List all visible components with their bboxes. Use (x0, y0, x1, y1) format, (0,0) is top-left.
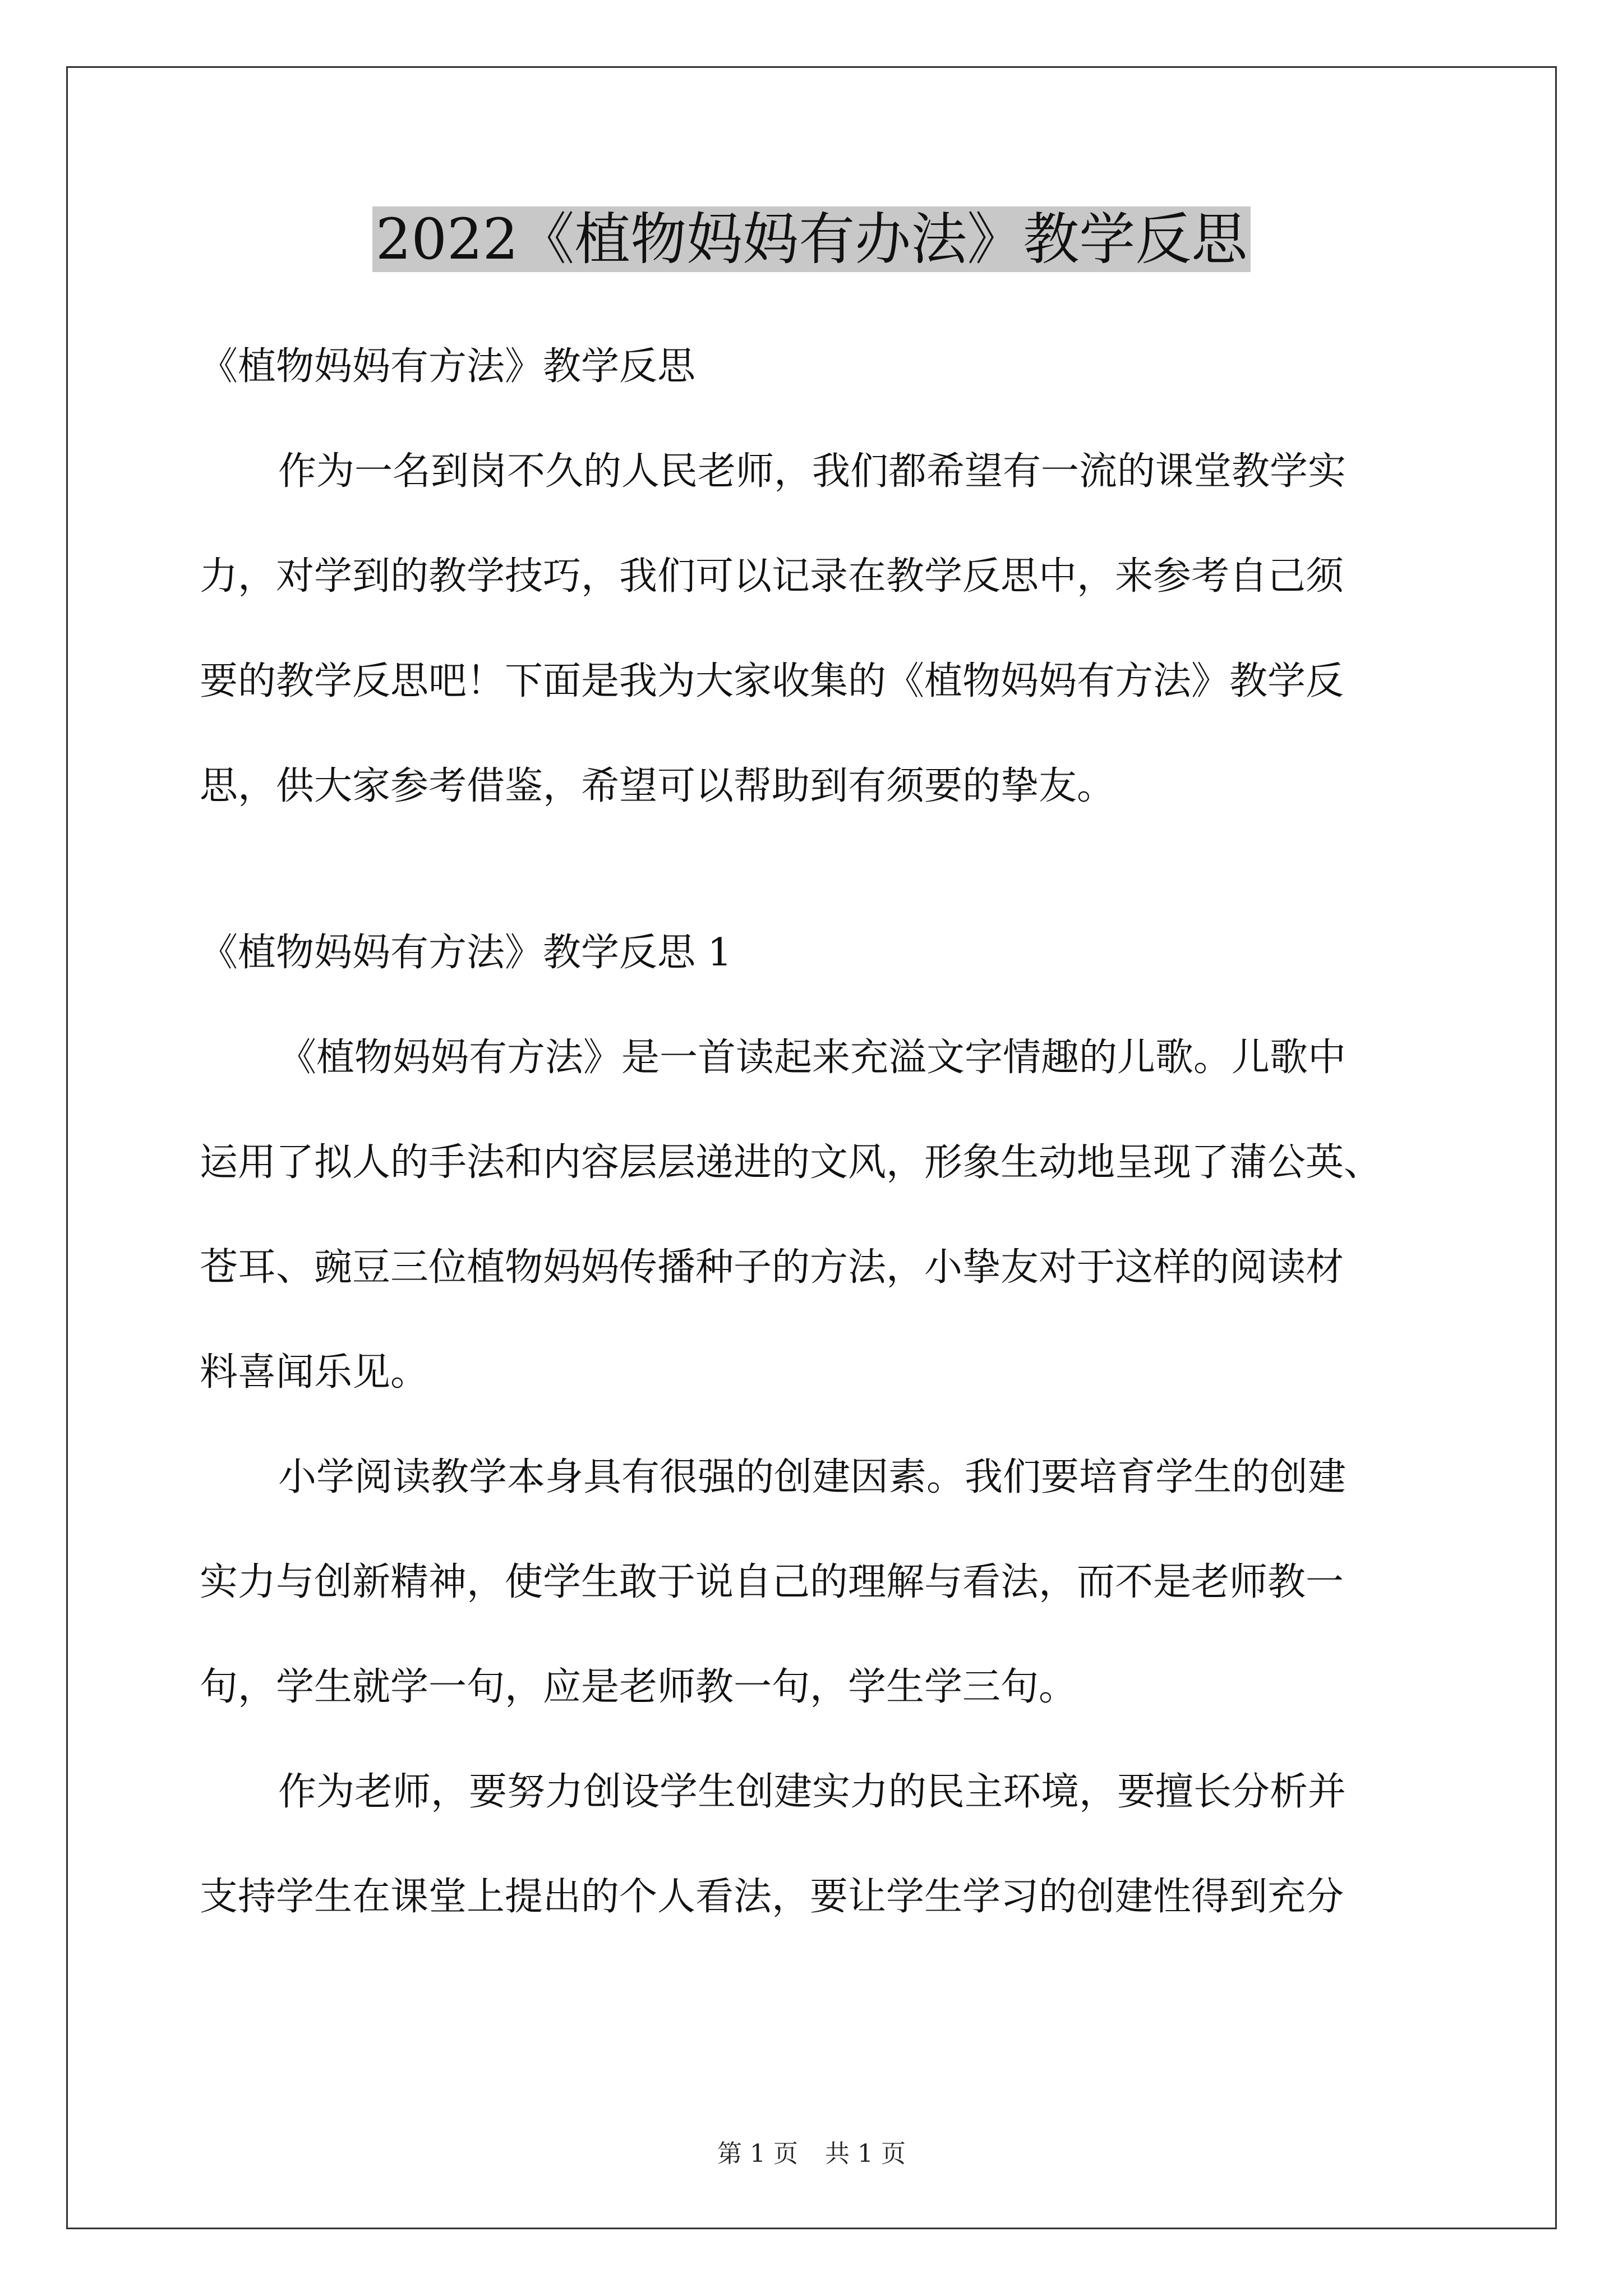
document-title (0, 203, 1623, 276)
paragraph-2-line: 实力与创新精神，使学生敢于说自己的理解与看法，而不是老师教一 (200, 1560, 1344, 1604)
intro-line: 力，对学到的教学技巧，我们可以记录在教学反思中，来参考自己须 (200, 554, 1344, 599)
paragraph-1-line: 运用了拟人的手法和内容层层递进的文风，形象生动地呈现了蒲公英、 (200, 1140, 1382, 1185)
paragraph-1-line: 《植物妈妈有方法》是一首读起来充溢文字情趣的儿歌。儿歌中 (278, 1036, 1347, 1080)
spacer (200, 839, 1467, 900)
paragraph-3-line: 支持学生在课堂上提出的个人看法，要让学生学习的创建性得到充分 (200, 1875, 1344, 1919)
document-body (200, 314, 1467, 1949)
paragraph-1-line: 料喜闻乐见。 (200, 1350, 429, 1395)
section-heading: 《植物妈妈有方法》教学反思 (200, 344, 696, 389)
paragraph-1-line: 苍耳、豌豆三位植物妈妈传播种子的方法，小挚友对于这样的阅读材 (200, 1245, 1344, 1290)
section-heading-1: 《植物妈妈有方法》教学反思 1 (200, 931, 732, 975)
intro-line: 要的教学反思吧！下面是我为大家收集的《植物妈妈有方法》教学反 (200, 659, 1344, 703)
intro-line: 思，供大家参考借鉴，希望可以帮助到有须要的挚友。 (200, 764, 1115, 808)
document-title-text: 2022《植物妈妈有办法》教学反思 (372, 206, 1251, 272)
paragraph-3-line: 作为老师，要努力创设学生创建实力的民主环境，要擅长分析并 (278, 1770, 1347, 1814)
paragraph-2-line: 句，学生就学一句，应是老师教一句，学生学三句。 (200, 1665, 1077, 1709)
page-number: 第 1 页 (717, 2139, 798, 2168)
page-footer (0, 2137, 1623, 2171)
intro-line: 作为一名到岗不久的人民老师，我们都希望有一流的课堂教学实 (278, 449, 1347, 494)
page-total: 共 1 页 (825, 2139, 906, 2168)
paragraph-2-line: 小学阅读教学本身具有很强的创建因素。我们要培育学生的创建 (278, 1455, 1347, 1499)
